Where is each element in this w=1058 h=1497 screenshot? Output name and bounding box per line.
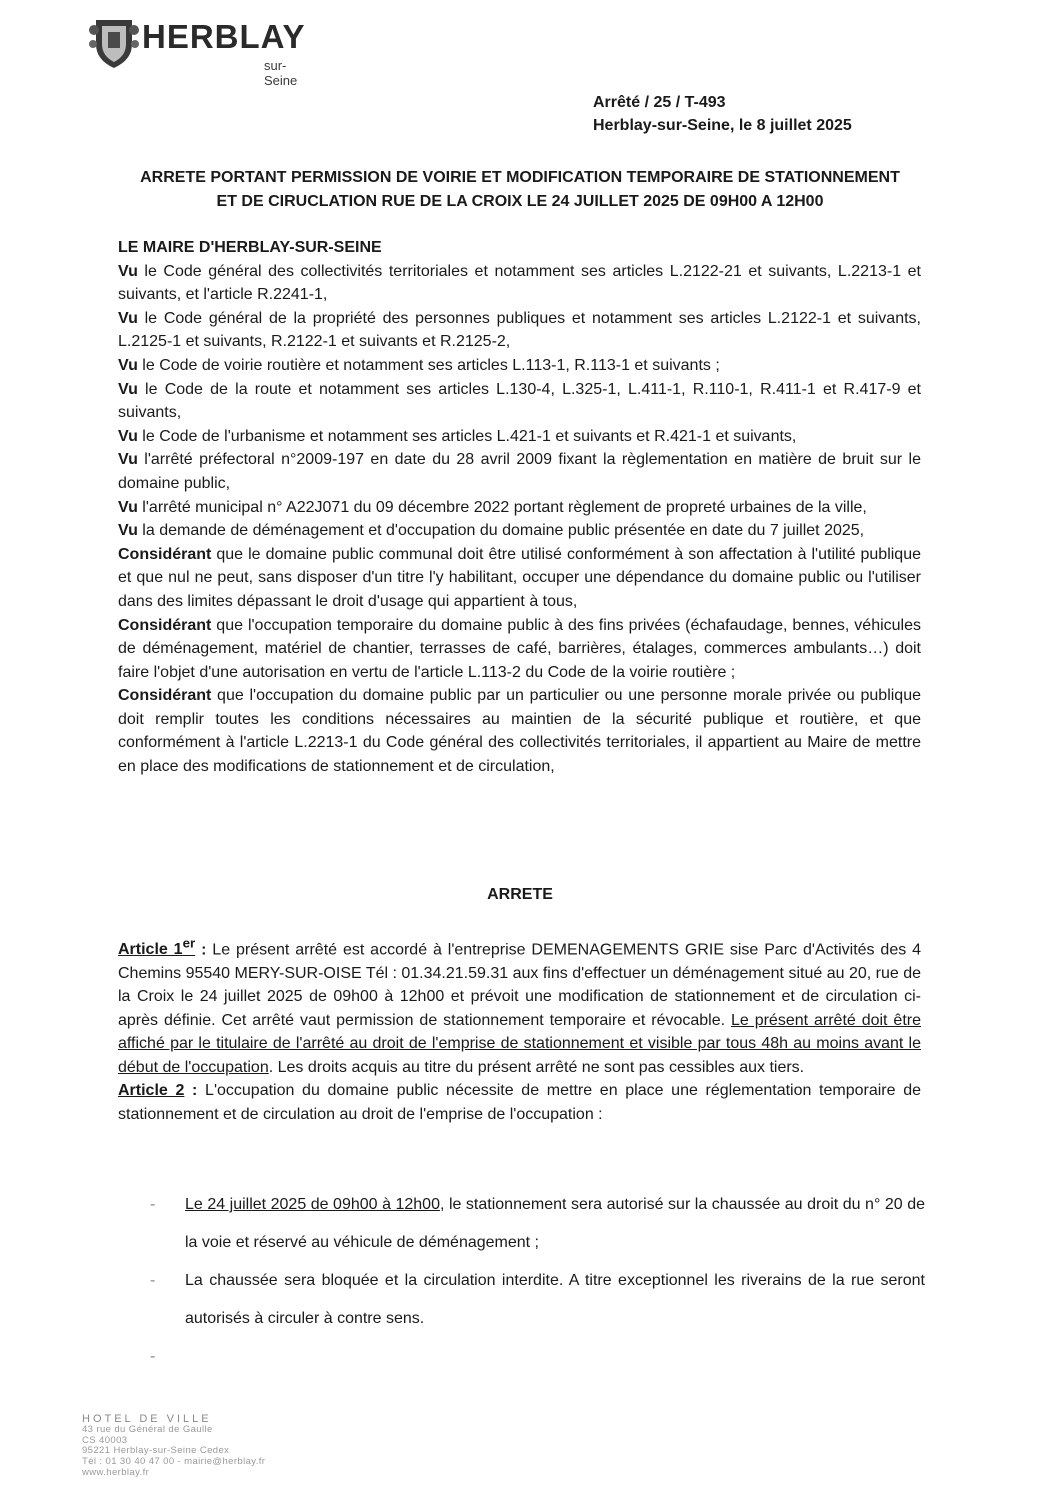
- articles: [118, 932, 921, 1126]
- article-1-notice: Le présent arrêté doit être affiché par le titulaire de l'arrêté au droit de l'emprise de stationnement et visible par tous 48h au moins avant le début de l'occupation: [118, 1011, 921, 1076]
- footer-city: 95221 Herblay-sur-Seine Cedex: [82, 1445, 230, 1457]
- list-item: - Le 24 juillet 2025 de 09h00 à 12h00, le stationnement sera autorisé sur la chaussée au droit du n° 20 de la voie et réservé au véhicule de déménagement ;: [150, 1186, 925, 1262]
- decree-reference: Arrêté / 25 / T-493: [593, 94, 726, 111]
- arrete-heading: ARRETE: [487, 886, 553, 903]
- title-line-1: ARRETE PORTANT PERMISSION DE VOIRIE ET MODIFICATION TEMPORAIRE DE STATIONNEMENT: [140, 169, 900, 186]
- document-title: [110, 166, 930, 214]
- list-item: - La chaussée sera bloquée et la circulation interdite. A titre exceptionnel les riverains de la rue seront autorisés à circuler à contre sens.: [150, 1262, 925, 1338]
- article-1-label: Article 1er: [118, 936, 196, 959]
- logo-name: HERBLAY: [142, 18, 306, 55]
- reference-block: [593, 91, 852, 137]
- footer-website: www.herblay.fr: [82, 1466, 150, 1478]
- city-logo: [88, 14, 318, 88]
- recital-paragraph: Vu l'arrêté municipal n° A22J071 du 09 décembre 2022 portant règlement de propreté urbaines de la ville,: [118, 498, 867, 516]
- recital-paragraph: Vu le Code de l'urbanisme et notamment ses articles L.421-1 et suivants et R.421-1 et suivants,: [118, 427, 797, 445]
- recital-paragraph: Considérant que l'occupation du domaine public par un particulier ou une personne morale privée ou publique doit remplir toutes les conditions nécessaires au maintien de la sécurité publique et routière, et que conformément à l'article L.2213-1 du Code général des collectivités territoriales, il appartient au Maire de mettre en place des modifications de stationnement et de circulation,: [118, 687, 921, 776]
- recital-paragraph: Vu le Code de voirie routière et notamment ses articles L.113-1, R.113-1 et suivants ;: [118, 356, 720, 374]
- article-1: Article 1er : Le présent arrêté est accordé à l'entreprise DEMENAGEMENTS GRIE sise Parc d'Activités des 4 Chemins 95540 MERY-SUR-OISE Tél : 01.34.21.59.31 aux fins d'effectuer un déménagement situé au 20, rue de la Croix le 24 juillet 2025 de 09h00 à 12h00 et prévoit une modification de stationnement et de circulation ci-après définie. Cet arrêté vaut permission de stationnement temporaire et révocable. Le présent arrêté doit être affiché par le titulaire de l'arrêté au droit de l'emprise de stationnement et visible par tous 48h au moins avant le début de l'occupation. Les droits acquis au titre du présent arrêté ne sont pas cessibles aux tiers.: [118, 936, 922, 1076]
- mayor-heading: LE MAIRE D'HERBLAY-SUR-SEINE: [118, 239, 382, 256]
- recital-paragraph: Vu la demande de déménagement et d'occupation du domaine public présentée en date du 7 juillet 2025,: [118, 522, 865, 540]
- list-dash: -: [150, 1272, 156, 1289]
- list-dash: -: [150, 1196, 156, 1213]
- recital-paragraph: Vu le Code de la route et notamment ses articles L.130-4, L.325-1, L.411-1, R.110-1, R.411-1 et R.417-9 et suivants,: [118, 380, 921, 422]
- recital-paragraph: Considérant que le domaine public communal doit être utilisé conformément à son affectation à l'utilité publique et que nul ne peut, sans disposer d'un titre l'y habilitant, occuper une dépendance du domaine public ou l'utiliser dans des limites dépassant le droit d'usage qui appartient à tous,: [118, 545, 921, 610]
- article-2: Article 2 : L'occupation du domaine public nécessite de mettre en place une réglementation temporaire de stationnement et de circulation au droit de l'emprise de l'occupation :: [118, 1082, 922, 1123]
- footer-title: HOTEL DE VILLE: [82, 1413, 212, 1425]
- recital-paragraph: Vu le Code général de la propriété des personnes publiques et notamment ses articles L.2122-1 et suivants, L.2125-1 et suivants, R.2122-1 et suivants et R.2125-2,: [118, 309, 921, 351]
- footer-street: 43 rue du Général de Gaulle: [82, 1423, 213, 1435]
- recitals: [118, 236, 921, 779]
- recital-paragraph: Considérant que l'occupation temporaire du domaine public à des fins privées (échafaudage, bennes, véhicules de déménagement, matériel de chantier, terrasses de café, barrières, étalages, commerces ambulants…) doit faire l'objet d'une autorisation en vertu de l'article L.113-2 du Code de la voirie routière ;: [118, 616, 921, 681]
- article-2-label: Article 2: [118, 1082, 185, 1100]
- logo-subtitle: sur-Seine: [264, 58, 298, 88]
- recital-paragraph: Vu le Code général des collectivités territoriales et notamment ses articles L.2122-21 et suivants, L.2213-1 et suivants, et l'article R.2241-1,: [118, 262, 921, 304]
- footer-cs: CS 40003: [82, 1434, 128, 1446]
- footer-contact: Tél : 01 30 40 47 00 - mairie@herblay.fr: [82, 1456, 266, 1468]
- recital-paragraph: Vu l'arrêté préfectoral n°2009-197 en date du 28 avril 2009 fixant la règlementation en matière de bruit sur le domaine public,: [118, 451, 921, 492]
- title-line-2: ET DE CIRUCLATION RUE DE LA CROIX LE 24 JUILLET 2025 DE 09H00 A 12H00: [216, 193, 824, 210]
- footer-address: [82, 1414, 265, 1479]
- measures-list: [150, 1186, 925, 1365]
- list-dash: -: [150, 1348, 156, 1365]
- place-date: Herblay-sur-Seine, le 8 juillet 2025: [593, 117, 852, 134]
- city-crest-icon: [88, 14, 140, 70]
